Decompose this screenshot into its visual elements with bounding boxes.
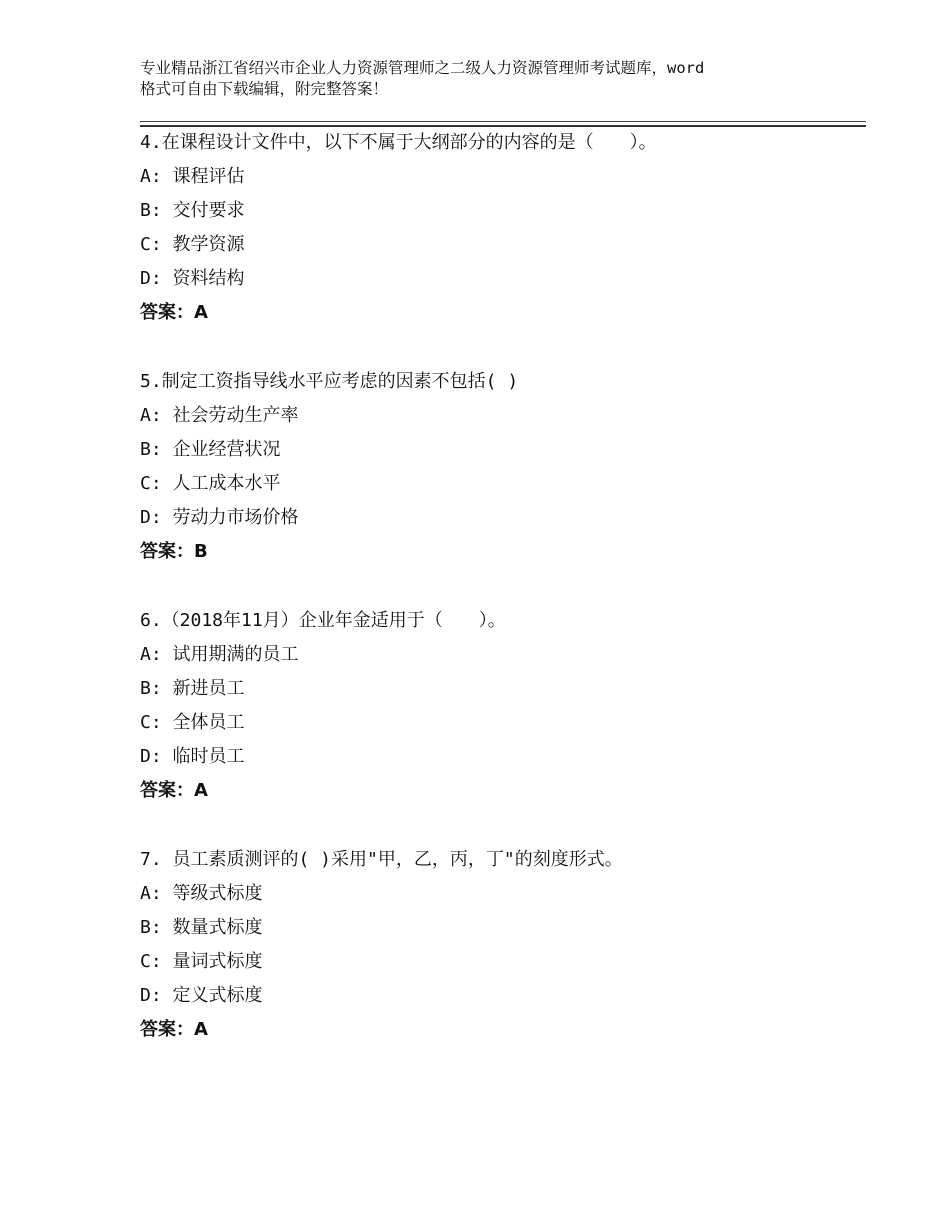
option-a: A: 课程评估 [140, 166, 245, 187]
header-divider-thin [140, 121, 866, 122]
answer-label: 答案：A [140, 780, 208, 801]
option-c: C: 教学资源 [140, 234, 245, 255]
question-block [140, 365, 860, 569]
question-stem: 5.制定工资指导线水平应考虑的因素不包括( ) [140, 371, 519, 392]
question-stem: 6.（2018年11月）企业年金适用于（ ）。 [140, 610, 506, 631]
question-stem: 4.在课程设计文件中，以下不属于大纲部分的内容的是（ ）。 [140, 132, 657, 153]
header-title-line-2: 格式可自由下载编辑，附完整答案！ [140, 80, 389, 98]
question-block [140, 126, 860, 330]
question-block [140, 604, 860, 808]
question-stem: 7. 员工素质测评的( )采用"甲，乙，丙，丁"的刻度形式。 [140, 849, 623, 870]
answer-label: 答案：B [140, 541, 208, 562]
answer-label: 答案：A [140, 302, 208, 323]
option-b: B: 企业经营状况 [140, 439, 281, 460]
option-c: C: 量词式标度 [140, 951, 263, 972]
option-b: B: 数量式标度 [140, 917, 263, 938]
option-d: D: 资料结构 [140, 268, 245, 289]
option-c: C: 人工成本水平 [140, 473, 281, 494]
header-title-line-1: 专业精品浙江省绍兴市企业人力资源管理师之二级人力资源管理师考试题库，word [140, 59, 705, 77]
option-a: A: 试用期满的员工 [140, 644, 299, 665]
answer-label: 答案：A [140, 1019, 208, 1040]
option-d: D: 临时员工 [140, 746, 245, 767]
option-b: B: 新进员工 [140, 678, 245, 699]
option-d: D: 劳动力市场价格 [140, 507, 299, 528]
document-header [140, 58, 840, 100]
question-block [140, 843, 860, 1047]
option-b: B: 交付要求 [140, 200, 245, 221]
option-c: C: 全体员工 [140, 712, 245, 733]
option-a: A: 等级式标度 [140, 883, 263, 904]
option-d: D: 定义式标度 [140, 985, 263, 1006]
option-a: A: 社会劳动生产率 [140, 405, 299, 426]
